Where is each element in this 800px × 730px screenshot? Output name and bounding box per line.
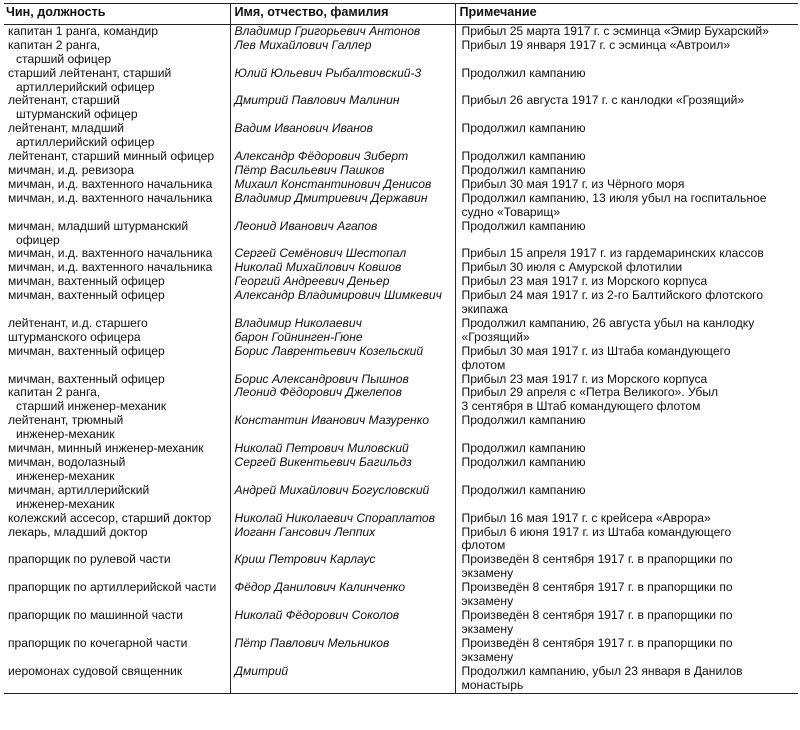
table-row (4, 414, 798, 442)
note-text-cont: экзамену (461, 649, 514, 664)
name-cell (230, 512, 455, 526)
note-text: Продолжил кампанию, убыл 23 января в Данилов (461, 663, 743, 678)
rank-cell (4, 94, 230, 122)
name-cell (230, 526, 455, 554)
rank-text: мичман, и.д. вахтенного начальника (8, 190, 213, 205)
table-row (4, 39, 798, 67)
note-text: Прибыл 23 мая 1917 г. из Морского корпуса (461, 274, 708, 289)
name-text: Лев Михайлович Галлер (234, 37, 372, 52)
note-cell (455, 637, 798, 665)
header-rank: Чин, должность (4, 4, 230, 25)
note-text: Продолжил кампанию (461, 413, 586, 428)
name-text: Сергей Викентьевич Багильдз (234, 455, 412, 469)
rank-cell (4, 67, 230, 95)
name-text: Сергей Семёнович Шестопал (234, 246, 407, 261)
rank-cell (4, 553, 230, 581)
table-row (4, 247, 798, 261)
rank-text-cont: инженер-механик (16, 427, 115, 442)
name-text: Владимир Дмитриевич Державин (234, 190, 428, 205)
rank-cell (4, 178, 230, 192)
note-text: Продолжил кампанию (461, 482, 586, 497)
name-text: Александр Фёдорович Зиберт (234, 149, 409, 164)
name-cell (230, 289, 455, 317)
note-cell (455, 275, 798, 289)
note-cell (455, 665, 798, 694)
note-cell (455, 178, 798, 192)
rank-text: капитан 2 ранга, (8, 385, 101, 400)
table-row (4, 122, 798, 150)
table-row (4, 24, 798, 38)
table-row (4, 581, 798, 609)
rank-text: прапорщик по рулевой части (8, 552, 171, 567)
name-text: Вадим Иванович Иванов (234, 121, 373, 136)
name-cell (230, 164, 455, 178)
note-cell (455, 247, 798, 261)
note-text-cont: флотом (461, 538, 506, 553)
rank-text-cont: артиллерийский офицер (16, 79, 155, 94)
note-cell (455, 39, 798, 67)
table-row (4, 261, 798, 275)
rank-text: лекарь, младший доктор (8, 524, 148, 539)
name-text: Николай Михайлович Ковшов (234, 260, 402, 275)
name-text: Пётр Васильевич Пашков (234, 162, 385, 177)
note-cell (455, 526, 798, 554)
rank-cell (4, 373, 230, 387)
note-cell (455, 484, 798, 512)
rank-text: лейтенант, трюмный (8, 413, 124, 428)
rank-cell (4, 456, 230, 484)
name-text: Андрей Михайлович Богусловский (234, 482, 430, 497)
header-note: Примечание (455, 4, 798, 25)
note-cell (455, 192, 798, 220)
rank-cell (4, 386, 230, 414)
rank-text-cont: инженер-механик (16, 496, 115, 511)
note-text: Произведён 8 сентября 1917 г. в прапорщики по (461, 607, 733, 622)
rank-cell (4, 192, 230, 220)
rank-cell (4, 484, 230, 512)
note-text: Продолжил кампанию (461, 441, 586, 456)
table-row (4, 553, 798, 581)
note-text: Продолжил кампанию (461, 121, 586, 136)
rank-text: капитан 1 ранга, командир (8, 23, 158, 38)
note-text-cont: «Грозящий» (461, 329, 530, 344)
note-text-cont: экзамену (461, 566, 514, 581)
table-row (4, 94, 798, 122)
table-row (4, 345, 798, 373)
name-cell (230, 637, 455, 665)
note-cell (455, 67, 798, 95)
rank-text: лейтенант, старший (8, 93, 120, 108)
note-text: Продолжил кампанию, 13 июля убыл на госпитальное (461, 190, 767, 205)
table-row (4, 609, 798, 637)
rank-text: лейтенант, и.д. старшего (8, 315, 148, 330)
rank-cell (4, 609, 230, 637)
rank-text-cont: штурманский офицер (16, 107, 138, 122)
rank-text: старший лейтенант, старший (8, 65, 172, 80)
crew-table (4, 3, 798, 694)
rank-text-cont: штурманского офицера (8, 329, 141, 344)
rank-cell (4, 526, 230, 554)
rank-text-cont: старший офицер (16, 51, 112, 66)
name-cell (230, 122, 455, 150)
name-text: Борис Лаврентьевич Козельский (234, 343, 424, 358)
note-cell (455, 512, 798, 526)
note-text-cont: экипажа (461, 302, 508, 317)
name-cell (230, 247, 455, 261)
note-cell (455, 24, 798, 38)
rank-text: колежский ассесор, старший доктор (8, 510, 212, 525)
name-cell (230, 345, 455, 373)
note-text: Продолжил кампанию (461, 149, 586, 164)
rank-text: мичман, вахтенный офицер (8, 288, 165, 303)
rank-text: мичман, артиллерийский (8, 482, 150, 497)
name-text: Криш Петрович Карлаус (234, 552, 376, 567)
rank-cell (4, 247, 230, 261)
note-cell (455, 289, 798, 317)
name-text: Фёдор Данилович Калинченко (234, 580, 406, 595)
rank-text: капитан 2 ранга, (8, 37, 101, 52)
rank-text: мичман, и.д. вахтенного начальника (8, 260, 213, 275)
name-text-cont: барон Гойнинген-Гюне (234, 329, 363, 344)
name-text: Константин Иванович Мазуренко (234, 413, 430, 428)
note-text: Прибыл 23 мая 1917 г. из Морского корпуса (461, 371, 708, 386)
name-cell (230, 442, 455, 456)
note-cell (455, 553, 798, 581)
note-text-cont: 3 сентября в Штаб командующего флотом (461, 399, 701, 414)
note-text: Прибыл 19 января 1917 г. с эсминца «Автроил» (461, 37, 731, 52)
note-cell (455, 373, 798, 387)
name-cell (230, 39, 455, 67)
name-text: Леонид Фёдорович Джелепов (234, 385, 402, 400)
note-text: Прибыл 30 мая 1917 г. из Чёрного моря (461, 176, 685, 191)
note-cell (455, 345, 798, 373)
note-text: Продолжил кампанию (461, 65, 586, 80)
note-text: Прибыл 15 апреля 1917 г. из гардемаринских классов (461, 246, 764, 261)
table-row (4, 289, 798, 317)
name-cell (230, 609, 455, 637)
note-text-cont: судно «Товарищ» (461, 204, 561, 219)
table-row (4, 665, 798, 694)
note-text-cont: монастырь (461, 677, 524, 692)
rank-text: мичман, вахтенный офицер (8, 371, 165, 386)
rank-text: лейтенант, младший (8, 121, 125, 136)
name-cell (230, 67, 455, 95)
note-text-cont: экзамену (461, 594, 514, 609)
name-text: Николай Николаевич Спораплатов (234, 510, 435, 525)
header-row (4, 4, 798, 25)
name-text: Юлий Юльевич Рыбалтовский-3 (234, 65, 422, 80)
note-text: Прибыл 6 июня 1917 г. из Штаба командующего (461, 524, 732, 539)
rank-cell (4, 164, 230, 178)
note-cell (455, 581, 798, 609)
rank-cell (4, 261, 230, 275)
table-row (4, 456, 798, 484)
note-text: Прибыл 29 апреля с «Петра Великого». Убыл (461, 385, 719, 400)
rank-cell (4, 637, 230, 665)
note-cell (455, 261, 798, 275)
rank-text: мичман, младший штурманский (8, 218, 189, 233)
name-cell (230, 456, 455, 484)
rank-text: мичман, вахтенный офицер (8, 274, 165, 289)
note-text: Продолжил кампанию (461, 162, 586, 177)
rank-cell (4, 122, 230, 150)
name-text: Николай Петрович Миловский (234, 441, 409, 456)
name-cell (230, 192, 455, 220)
rank-text: прапорщик по машинной части (8, 607, 184, 622)
rank-text: мичман, минный инженер-механик (8, 441, 204, 456)
name-text: Владимир Николаевич (234, 315, 362, 330)
table-row (4, 150, 798, 164)
name-cell (230, 373, 455, 387)
rank-text: мичман, и.д. ревизора (8, 162, 134, 177)
rank-text: мичман, и.д. вахтенного начальника (8, 246, 213, 261)
table-row (4, 317, 798, 345)
note-text: Продолжил кампанию (461, 455, 586, 469)
name-cell (230, 553, 455, 581)
note-text-cont: флотом (461, 357, 506, 372)
note-text: Прибыл 26 августа 1917 г. с канлодки «Грозящий» (461, 93, 745, 108)
note-cell (455, 164, 798, 178)
rank-cell (4, 345, 230, 373)
note-cell (455, 442, 798, 456)
name-text: Иоганн Гансович Леппих (234, 524, 376, 539)
rank-cell (4, 581, 230, 609)
note-cell (455, 414, 798, 442)
name-text: Георгий Андреевич Деньер (234, 274, 390, 289)
table-row (4, 164, 798, 178)
name-text: Леонид Иванович Агапов (234, 218, 378, 233)
table-row (4, 275, 798, 289)
note-cell (455, 386, 798, 414)
note-text: Прибыл 30 июля с Амурской флотилии (461, 260, 683, 275)
table-row (4, 637, 798, 665)
rank-text: прапорщик по артиллерийской части (8, 580, 217, 595)
rank-cell (4, 24, 230, 38)
name-cell (230, 178, 455, 192)
name-cell (230, 386, 455, 414)
rank-text: прапорщик по кочегарной части (8, 635, 188, 650)
name-cell (230, 484, 455, 512)
note-text: Прибыл 24 мая 1917 г. из 2-го Балтийского флотского (461, 288, 764, 303)
note-text: Продолжил кампанию, 26 августа убыл на канлодку (461, 315, 755, 330)
rank-text: лейтенант, старший минный офицер (8, 149, 215, 164)
note-text: Продолжил кампанию (461, 218, 586, 233)
name-text: Пётр Павлович Мельников (234, 635, 390, 650)
name-cell (230, 261, 455, 275)
rank-text: мичман, вахтенный офицер (8, 343, 165, 358)
note-text: Прибыл 30 мая 1917 г. из Штаба командующего (461, 343, 731, 358)
note-cell (455, 220, 798, 248)
name-cell (230, 581, 455, 609)
note-cell (455, 456, 798, 484)
rank-text-cont: инженер-механик (16, 468, 115, 483)
table-row (4, 178, 798, 192)
note-cell (455, 609, 798, 637)
note-cell (455, 317, 798, 345)
rank-text-cont: офицер (16, 232, 60, 247)
table-row (4, 512, 798, 526)
rank-text-cont: артиллерийский офицер (16, 135, 155, 150)
note-text: Произведён 8 сентября 1917 г. в прапорщики по (461, 635, 733, 650)
rank-cell (4, 220, 230, 248)
name-text: Борис Александрович Пышнов (234, 371, 409, 386)
rank-cell (4, 275, 230, 289)
rank-text-cont: старший инженер-механик (16, 399, 167, 414)
rank-cell (4, 442, 230, 456)
table-row (4, 220, 798, 248)
header-name: Имя, отчество, фамилия (230, 4, 455, 25)
rank-cell (4, 317, 230, 345)
note-cell (455, 150, 798, 164)
note-cell (455, 94, 798, 122)
table-row (4, 526, 798, 554)
name-text: Дмитрий (234, 663, 289, 678)
name-text: Дмитрий Павлович Малинин (234, 93, 400, 108)
note-text-cont: экзамену (461, 621, 514, 636)
note-text: Прибыл 25 марта 1917 г. с эсминца «Эмир Бухарский» (461, 23, 769, 38)
name-text: Николай Фёдорович Соколов (234, 607, 400, 622)
rank-cell (4, 414, 230, 442)
note-text: Произведён 8 сентября 1917 г. в прапорщики по (461, 552, 733, 567)
name-text: Александр Владимирович Шимкевич (234, 288, 442, 303)
rank-text: мичман, и.д. вахтенного начальника (8, 176, 213, 191)
rank-cell (4, 512, 230, 526)
note-cell (455, 122, 798, 150)
note-text: Прибыл 16 мая 1917 г. с крейсера «Аврора» (461, 510, 711, 525)
rank-cell (4, 150, 230, 164)
name-cell (230, 317, 455, 345)
name-cell (230, 414, 455, 442)
table-row (4, 442, 798, 456)
table-row (4, 373, 798, 387)
table-row (4, 67, 798, 95)
rank-cell (4, 289, 230, 317)
note-text: Произведён 8 сентября 1917 г. в прапорщики по (461, 580, 733, 595)
name-cell (230, 275, 455, 289)
name-text: Владимир Григорьевич Антонов (234, 23, 421, 38)
name-text: Михаил Константинович Денисов (234, 176, 432, 191)
rank-cell (4, 39, 230, 67)
rank-cell (4, 665, 230, 694)
table-row (4, 192, 798, 220)
table-row (4, 484, 798, 512)
rank-text: иеромонах судовой священник (8, 663, 183, 678)
name-cell (230, 24, 455, 38)
table-row (4, 386, 798, 414)
name-cell (230, 665, 455, 694)
name-cell (230, 150, 455, 164)
name-cell (230, 94, 455, 122)
name-cell (230, 220, 455, 248)
rank-text: мичман, водолазный (8, 455, 126, 469)
